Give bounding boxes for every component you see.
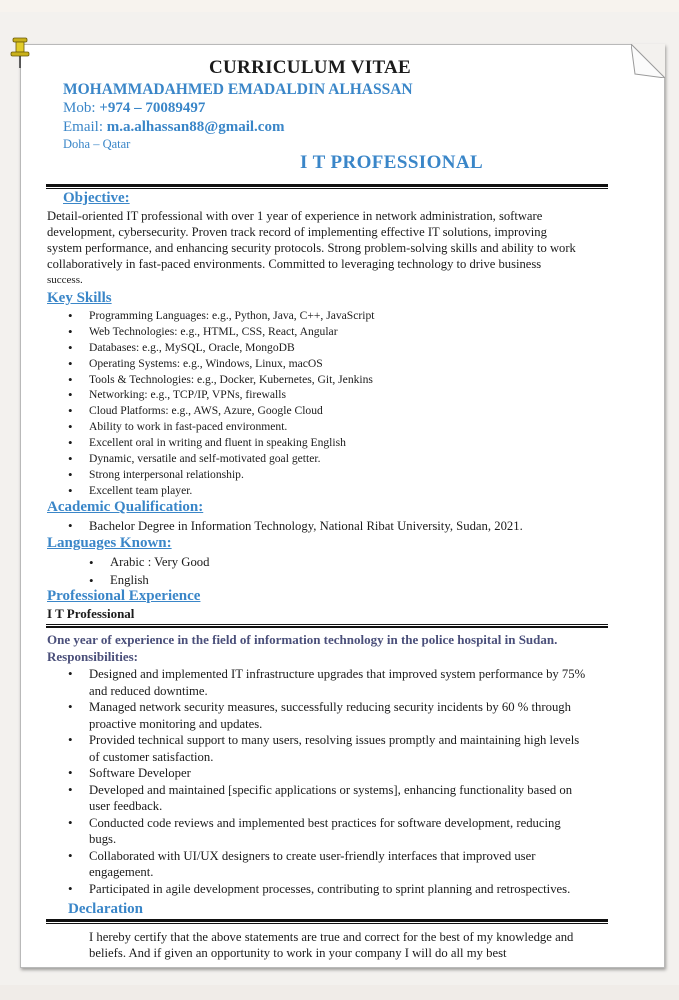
- skill-item: • Dynamic, versatile and self-motivated goal getter.: [89, 451, 375, 467]
- bottom-margin: [0, 985, 679, 1000]
- skill-item: • Tools & Technologies: e.g., Docker, Kubernetes, Git, Jenkins: [89, 372, 375, 388]
- responsibility-line: proactive monitoring and updates.: [89, 716, 263, 731]
- responsibility-item: [89, 881, 649, 898]
- objective-heading: Objective:: [63, 190, 130, 206]
- experience-heading: Professional Experience: [47, 588, 201, 604]
- skill-item: • Programming Languages: e.g., Python, Java, C++, JavaScript: [89, 308, 375, 324]
- mobile-line: [63, 100, 205, 117]
- responsibility-line: user feedback.: [89, 799, 163, 813]
- experience-summary: One year of experience in the field of information technology in the police hospital in Sudan.: [47, 632, 558, 647]
- responsibility-line: engagement.: [89, 865, 154, 879]
- skill-item: • Networking: e.g., TCP/IP, VPNs, firewalls: [89, 387, 375, 403]
- declaration-text: [89, 929, 573, 961]
- academic-item: • Bachelor Degree in Information Technology, National Ribat University, Sudan, 2021.: [89, 518, 523, 534]
- top-margin: [0, 0, 679, 12]
- academic-heading: Academic Qualification:: [47, 499, 204, 515]
- declaration-rule-thin: [46, 923, 608, 924]
- job-title: I T Professional: [47, 606, 135, 621]
- email-line: [63, 119, 284, 136]
- objective-line: collaboratively in fast-paced environments. Committed to leveraging technology to drive business: [47, 257, 542, 271]
- email-address: m.a.alhassan88@gmail.com: [106, 119, 285, 135]
- objective-line: development, cybersecurity. Proven track record of implementing effective IT solutions, improving: [47, 225, 547, 239]
- responsibility-line: • Managed network security measures, successfully reducing security incidents by 60 % through: [89, 700, 571, 714]
- objective-text: [47, 208, 657, 288]
- objective-line: Detail-oriented IT professional with over 1 year of experience in network administration, software: [47, 209, 543, 223]
- declaration-rule-thick: [46, 919, 608, 922]
- email-label: Email:: [63, 119, 107, 135]
- page-fold-corner: [631, 44, 665, 78]
- responsibility-line: and reduced downtime.: [89, 683, 208, 698]
- skill-item: • Excellent team player.: [89, 483, 375, 499]
- skill-item: • Databases: e.g., MySQL, Oracle, MongoDB: [89, 340, 375, 356]
- skill-item: • Ability to work in fast-paced environment.: [89, 419, 375, 435]
- academic-list: [89, 518, 523, 534]
- cv-title: CURRICULUM VITAE: [209, 57, 412, 78]
- languages-heading: Languages Known:: [47, 535, 172, 551]
- responsibility-item: [89, 666, 649, 699]
- responsibility-line: bugs.: [89, 832, 117, 846]
- responsibility-item: [89, 699, 649, 732]
- responsibility-line: • Software Developer: [89, 766, 191, 780]
- responsibilities-list: [89, 666, 649, 897]
- cv-page: [20, 44, 665, 968]
- header-rule-thin: [46, 188, 608, 189]
- header-rule-thick: [46, 184, 608, 187]
- responsibility-item: [89, 815, 649, 848]
- responsibility-item: [89, 765, 649, 782]
- skill-item: • Operating Systems: e.g., Windows, Linux, macOS: [89, 356, 375, 372]
- responsibility-line: • Provided technical support to many users, resolving issues promptly and maintaining high levels: [89, 733, 580, 747]
- candidate-name: MOHAMMADAHMED EMADALDIN ALHASSAN: [63, 81, 413, 98]
- mobile-label: Mob:: [63, 100, 100, 116]
- pushpin-icon: [5, 37, 35, 71]
- mobile-number: +974 – 70089497: [99, 100, 206, 116]
- skill-item: • Cloud Platforms: e.g., AWS, Azure, Google Cloud: [89, 403, 375, 419]
- experience-rule-thick: [46, 626, 608, 628]
- responsibility-line: • Collaborated with UI/UX designers to create user-friendly interfaces that improved user: [89, 848, 536, 863]
- responsibility-line: • Conducted code reviews and implemented best practices for software development, reducing: [89, 815, 561, 830]
- professional-title: I T PROFESSIONAL: [300, 152, 484, 173]
- key-skills-list: [89, 308, 375, 499]
- responsibility-line: of customer satisfaction.: [89, 749, 214, 764]
- responsibilities-label: Responsibilities:: [47, 649, 139, 664]
- objective-line: success.: [47, 274, 83, 286]
- declaration-line: beliefs. And if given an opportunity to work in your company I will do all my best: [89, 946, 507, 960]
- responsibility-line: • Participated in agile development processes, contributing to sprint planning and retrospectives.: [89, 881, 571, 896]
- responsibility-item: [89, 782, 649, 815]
- location: Doha – Qatar: [63, 137, 131, 151]
- skill-item: • Strong interpersonal relationship.: [89, 467, 375, 483]
- responsibility-line: • Designed and implemented IT infrastructure upgrades that improved system performance by 75%: [89, 667, 586, 681]
- language-item: • Arabic : Very Good: [110, 554, 209, 572]
- language-item: • English: [110, 572, 209, 590]
- responsibility-item: [89, 848, 649, 881]
- objective-line: system performance, and enhancing security protocols. Strong problem-solving skills and ability to work: [47, 241, 576, 255]
- declaration-line: I hereby certify that the above statements are true and correct for the best of my knowledge and: [89, 930, 574, 944]
- skill-item: • Web Technologies: e.g., HTML, CSS, React, Angular: [89, 324, 375, 340]
- responsibility-line: • Developed and maintained [specific applications or systems], enhancing functionality based on: [89, 782, 573, 797]
- declaration-heading: Declaration: [68, 901, 143, 917]
- languages-list: [110, 554, 209, 589]
- experience-rule-thin: [46, 624, 608, 625]
- skill-item: • Excellent oral in writing and fluent in speaking English: [89, 435, 375, 451]
- responsibility-item: [89, 732, 649, 765]
- key-skills-heading: Key Skills: [47, 290, 112, 306]
